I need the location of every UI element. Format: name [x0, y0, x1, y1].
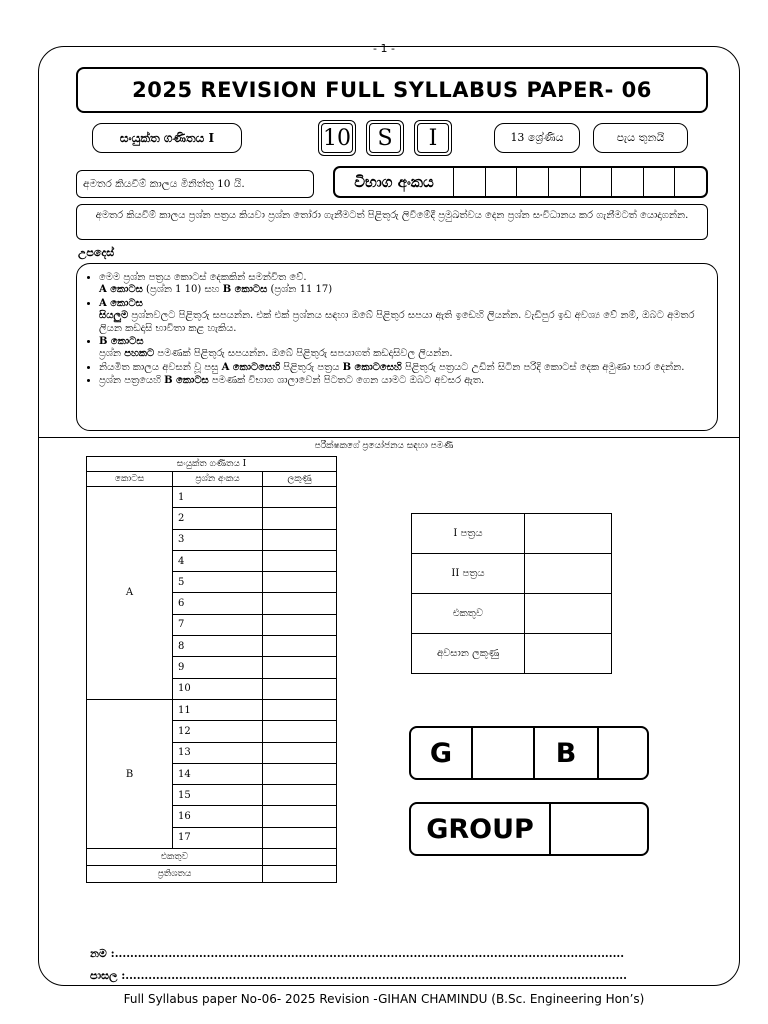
index-cell[interactable]	[581, 168, 613, 196]
total-cell[interactable]	[263, 849, 337, 866]
g-label: G	[411, 728, 473, 778]
summary-label: එකතුව	[412, 594, 525, 634]
marks-cell[interactable]	[263, 593, 337, 614]
advice-bold: A කොටස	[99, 284, 143, 296]
advice-text: ප්‍රශ්න	[99, 348, 125, 360]
question-number: 6	[173, 593, 263, 614]
advice-item	[99, 362, 705, 374]
question-number: 5	[173, 572, 263, 593]
summary-label: II පත්‍රය	[412, 554, 525, 594]
school-line[interactable]: පාසල :...................................................................................................................................	[90, 969, 627, 982]
marks-cell[interactable]	[263, 806, 337, 827]
advice-bold: A කොටස	[99, 297, 143, 309]
index-number-box	[333, 166, 708, 198]
marks-cell[interactable]	[263, 678, 337, 699]
marks-cell[interactable]	[263, 657, 337, 678]
b-label: B	[535, 728, 599, 778]
advice-item	[99, 336, 705, 361]
marks-cell[interactable]	[263, 636, 337, 657]
col-header-question: ප්‍රශ්න අංකය	[173, 472, 263, 487]
summary-label: අවසාන ලකුණු	[412, 634, 525, 674]
marks-cell[interactable]	[263, 785, 337, 806]
reading-time: අමතර කියවීම් කාලය මිනිත්තු 10 යි.	[76, 170, 314, 198]
question-number: 10	[173, 678, 263, 699]
reading-note: අමතර කියවීම් කාලය ප්‍රශ්න පත්‍රය කියවා ප්‍රශ්න තෝරා ගැනීමටත් පිළිතුරු ලිවීමේදී ප්‍රමුඛත්වය දෙන ප්‍රශ්න සංවිධානය කර ගැනීමටත් යොදාගන්න.	[76, 204, 708, 240]
total-label: එකතුව	[87, 849, 263, 866]
marks-cell[interactable]	[263, 508, 337, 529]
advice-text: පමණක් පිළිතුරු සපයන්න. ඔබේ පිළිතුරු සපයාගත් කඩදාසිවල ලියන්න.	[154, 348, 453, 360]
marks-cell[interactable]	[263, 487, 337, 508]
marks-table	[86, 456, 337, 883]
percent-label: ප්‍රතිශතය	[87, 866, 263, 883]
summary-cell[interactable]	[525, 594, 612, 634]
marks-cell[interactable]	[263, 763, 337, 784]
question-number: 17	[173, 827, 263, 848]
marks-cell[interactable]	[263, 699, 337, 720]
advice-item	[99, 298, 705, 335]
advice-text: පිළිතුරු පත්‍රයට උඩින් සිටින පරිදි කොටස් දෙක අමුණා භාර දෙන්න.	[401, 361, 685, 373]
g-cell[interactable]	[473, 728, 535, 778]
col-header-marks: ලකුණු	[263, 472, 337, 487]
summary-table	[411, 513, 612, 674]
footer: Full Syllabus paper No-06- 2025 Revision -GIHAN CHAMINDU (B.Sc. Engineering Hon’s)	[123, 992, 645, 1006]
percent-cell[interactable]	[263, 866, 337, 883]
b-cell[interactable]	[599, 728, 647, 778]
advice-text: (ප්‍රශ්න 11 17)	[267, 284, 333, 296]
advice-bold: B කොටස	[222, 284, 268, 296]
code-box-3: I	[414, 120, 452, 156]
summary-label: I පත්‍රය	[412, 514, 525, 554]
index-cell[interactable]	[486, 168, 518, 196]
gb-box	[409, 726, 649, 780]
question-number: 4	[173, 550, 263, 571]
marks-cell[interactable]	[263, 529, 337, 550]
advice-text: ප්‍රශ්නවලට පිළිතුරු සපයන්න. එක් එක් ප්‍රශ්නය සඳහා ඔබේ පිළිතුර සපයා ඇති ඉඩෙහි ලියන්න. වැඩිපුර ඉඩ අවශ්‍ය වේ නම්, ඔබට අමතර ලියන කඩදාසි භාවිතා කළ හැකිය.	[99, 310, 695, 334]
advice-bold: A කොටසෙහි	[221, 361, 281, 373]
index-cell[interactable]	[612, 168, 644, 196]
index-cell[interactable]	[517, 168, 549, 196]
marks-cell[interactable]	[263, 614, 337, 635]
marks-cell[interactable]	[263, 827, 337, 848]
code-box-2: S	[366, 120, 404, 156]
advice-box	[76, 263, 718, 431]
summary-cell[interactable]	[525, 514, 612, 554]
question-number: 7	[173, 614, 263, 635]
question-number: 9	[173, 657, 263, 678]
question-number: 3	[173, 529, 263, 550]
advice-bold: පහකට	[124, 348, 155, 360]
advice-text: නියමිත කාලය අවසන් වූ පසු	[99, 361, 222, 373]
col-header-part: කොටස	[87, 472, 173, 487]
part-a-cell: A	[87, 487, 173, 700]
group-box	[409, 802, 649, 856]
page-number: - 1 -	[373, 42, 395, 55]
question-number: 15	[173, 785, 263, 806]
advice-text: (ප්‍රශ්න 1 10) සහ	[142, 284, 223, 296]
advice-bold: B කොටසෙහි	[342, 361, 402, 373]
index-cell[interactable]	[644, 168, 676, 196]
index-label: විභාග අංකය	[335, 168, 454, 196]
duration-box: පැය තුනයි	[593, 123, 688, 153]
name-line[interactable]: නම :.....................................................................................................................................	[90, 947, 625, 960]
question-number: 13	[173, 742, 263, 763]
marks-cell[interactable]	[263, 572, 337, 593]
question-number: 8	[173, 636, 263, 657]
marks-table-title: සංයුක්ත ගණිතය I	[87, 457, 337, 472]
advice-bold: B කොටස	[99, 336, 144, 348]
marks-cell[interactable]	[263, 721, 337, 742]
subject-box: සංයුක්ත ගණිතය I	[92, 123, 242, 153]
divider	[38, 437, 740, 438]
question-number: 11	[173, 699, 263, 720]
advice-item	[99, 272, 705, 297]
question-number: 14	[173, 763, 263, 784]
advice-item	[99, 375, 705, 387]
advice-text: ප්‍රශ්න පත්‍රයෙහි	[99, 375, 165, 387]
advice-text: පිළිතුරු පත්‍රය	[280, 361, 343, 373]
advice-title: උපදෙස්	[78, 246, 115, 259]
code-box-1: 10	[318, 120, 356, 156]
advice-bold: B කොටස	[164, 375, 209, 387]
marks-cell[interactable]	[263, 742, 337, 763]
index-cell[interactable]	[549, 168, 581, 196]
examiner-use-label: පරීක්ෂකගේ ප්‍රයෝජනය සඳහා පමණි	[314, 441, 454, 451]
marks-cell[interactable]	[263, 550, 337, 571]
index-cell[interactable]	[675, 168, 706, 196]
question-number: 2	[173, 508, 263, 529]
group-label: GROUP	[411, 804, 551, 854]
question-number: 16	[173, 806, 263, 827]
summary-cell[interactable]	[525, 634, 612, 674]
summary-cell[interactable]	[525, 554, 612, 594]
advice-bold: සියලුම	[99, 310, 129, 322]
index-cell[interactable]	[454, 168, 486, 196]
group-cell[interactable]	[551, 804, 647, 854]
paper-title: 2025 REVISION FULL SYLLABUS PAPER- 06	[76, 67, 708, 113]
question-number: 1	[173, 487, 263, 508]
advice-text: පමණක් විභාග ශාලාවෙන් පිටතට ගෙන යාමට ඔබට අවසර ඇත.	[208, 375, 485, 387]
grade-box: 13 ශ්‍රේණිය	[494, 123, 580, 153]
part-b-cell: B	[87, 699, 173, 848]
question-number: 12	[173, 721, 263, 742]
advice-text: මෙම ප්‍රශ්න පත්‍රය කොටස් දෙකකින් සමන්විත වේ.	[99, 272, 307, 283]
